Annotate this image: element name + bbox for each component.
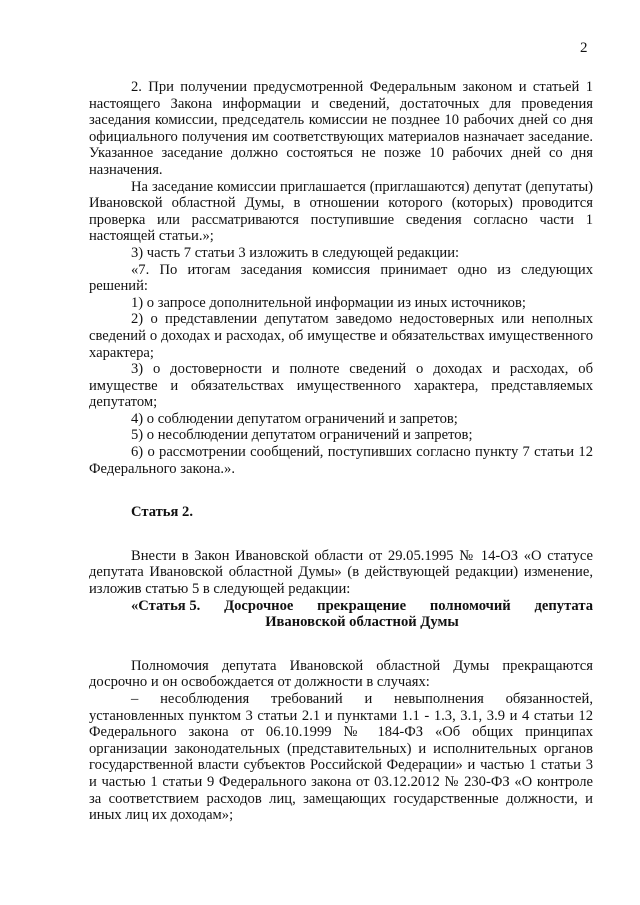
list-item-decision-3: 3) о достоверности и полноте сведений о доходах и расходах, об имуществе и обязательствах имущественного характера, представляемых депутатом;: [89, 361, 593, 411]
document-body: [89, 79, 593, 824]
paragraph-article2-intro: Внести в Закон Ивановской области от 29.05.1995 № 14-ОЗ «О статусе депутата Ивановской областной Думы» (в действующей редакции) изменение, изложив статью 5 в следующей редакции:: [89, 547, 593, 598]
article-5-title-word: прекращение: [317, 597, 407, 614]
paragraph-invitation: На заседание комиссии приглашается (приглашаются) депутат (депутаты) Ивановской областной Думы, в отношении которого (которых) проводится проверка или рассматриваются поступившие сведения согласно части 1 настоящей статьи.»;: [89, 178, 593, 245]
spacer: [89, 477, 593, 504]
spacer: [89, 521, 593, 548]
list-item-decision-2: 2) о представлении депутатом заведомо недостоверных или неполных сведений о доходах и расходах, об имуществе и обязательствах имущественного характера;: [89, 311, 593, 361]
list-item-termination-case: – несоблюдения требований и невыполнения обязанностей, установленных пунктом 3 статьи 2.1 и пунктами 1.1 - 1.3, 3.1, 3.9 и 4 статьи 12 Федерального закона от 06.10.1999 № 184-ФЗ «Об общих принципах организации законодательных (представительных) и исполнительных органов государственной власти субъектов Российской Федерации» и частью 1 статьи 3 и частью 1 статьи 9 Федерального закона от 03.12.2012 № 230-ФЗ «О контроле за соответствием расходов лиц, замещающих государственные должности, и иных лиц их доходам»;: [89, 691, 593, 824]
spacer: [89, 631, 593, 658]
article-5-title-word: депутата: [534, 597, 593, 614]
list-item-decision-4: 4) о соблюдении депутатом ограничений и запретов;: [131, 410, 458, 427]
paragraph-decisions-intro: «7. По итогам заседания комиссия принимает одно из следующих решений:: [89, 261, 593, 295]
article-5-title-word: полномочий: [429, 597, 511, 614]
list-item-decision-5: 5) о несоблюдении депутатом ограничений и запретов;: [131, 427, 473, 444]
article-5-title-word: Досрочное: [224, 597, 294, 614]
article-5-title-word: «Статья 5.: [131, 597, 201, 614]
paragraph-powers-termination: Полномочия депутата Ивановской областной Думы прекращаются досрочно и он освобождается от должности в случаях:: [89, 657, 593, 691]
paragraph-commission-meeting: 2. При получении предусмотренной Федеральным законом и статьей 1 настоящего Закона информации и сведений, достаточных для проведения заседания комиссии, председатель комиссии не позднее 10 рабочих дней со дня официального получения им соответствующих материалов назначает заседание. Указанное заседание должно состояться не позже 10 рабочих дней со дня назначения.: [89, 79, 593, 178]
article-5-title: [89, 598, 593, 615]
article-5-title-line2: Ивановской областной Думы: [265, 614, 459, 631]
list-item-decision-6: 6) о рассмотрении сообщений, поступивших согласно пункту 7 статьи 12 Федерального закона.».: [89, 444, 593, 477]
paragraph-amendment-part7: 3) часть 7 статьи 3 изложить в следующей редакции:: [131, 244, 460, 261]
article-2-heading: Статья 2.: [131, 504, 193, 521]
list-item-decision-1: 1) о запросе дополнительной информации из иных источников;: [131, 294, 526, 311]
page-number: 2: [580, 40, 588, 56]
